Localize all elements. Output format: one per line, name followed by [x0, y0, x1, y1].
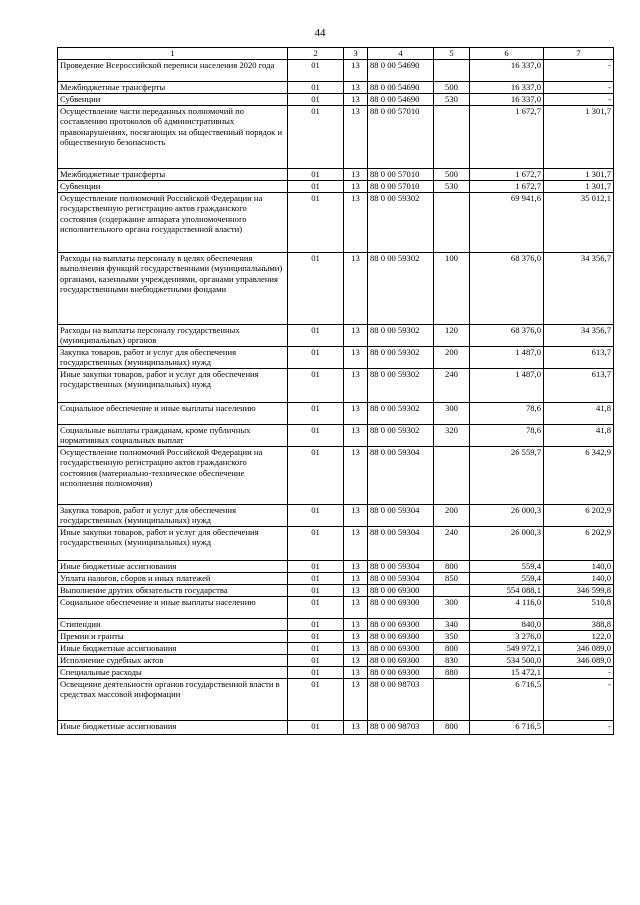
row-expense-type: 300 [434, 402, 470, 424]
row-subsection: 13 [344, 630, 368, 642]
row-expense-type: 340 [434, 618, 470, 630]
row-target-code: 88 0 00 59304 [368, 560, 434, 572]
row-amount-col6: 16 337,0 [470, 59, 544, 81]
row-name: Закупка товаров, работ и услуг для обеспечения государственных (муниципальных) нужд [58, 346, 288, 368]
row-subsection: 13 [344, 720, 368, 734]
row-expense-type: 350 [434, 630, 470, 642]
row-amount-col7: 1 301,7 [544, 180, 614, 192]
row-section: 01 [288, 504, 344, 526]
row-subsection: 13 [344, 192, 368, 252]
table-row [58, 93, 614, 105]
table-row [58, 666, 614, 678]
row-expense-type [434, 192, 470, 252]
row-amount-col6: 78,6 [470, 424, 544, 446]
row-amount-col6: 26 000,3 [470, 526, 544, 560]
row-expense-type: 500 [434, 81, 470, 93]
row-section: 01 [288, 192, 344, 252]
row-section: 01 [288, 654, 344, 666]
row-amount-col7: 41,8 [544, 402, 614, 424]
row-expense-type: 830 [434, 654, 470, 666]
row-amount-col6: 26 000,3 [470, 504, 544, 526]
row-subsection: 13 [344, 93, 368, 105]
row-subsection: 13 [344, 446, 368, 504]
table-row [58, 654, 614, 666]
row-target-code: 88 0 00 59302 [368, 192, 434, 252]
row-target-code: 88 0 00 59304 [368, 526, 434, 560]
row-amount-col7: - [544, 81, 614, 93]
row-amount-col6: 1 672,7 [470, 168, 544, 180]
row-name: Расходы на выплаты персоналу в целях обеспечения выполнения функций государственными (муниципальными) органами, казенными учреждениями, органами управления государственными внебюджетными фондами [58, 252, 288, 324]
row-amount-col6: 1 672,7 [470, 180, 544, 192]
row-section: 01 [288, 93, 344, 105]
row-target-code: 88 0 00 69300 [368, 584, 434, 596]
row-target-code: 88 0 00 69300 [368, 654, 434, 666]
row-name: Иные закупки товаров, работ и услуг для обеспечения государственных (муниципальных) нужд [58, 526, 288, 560]
row-subsection: 13 [344, 584, 368, 596]
table-row [58, 368, 614, 402]
row-expense-type: 100 [434, 252, 470, 324]
row-subsection: 13 [344, 596, 368, 618]
row-section: 01 [288, 642, 344, 654]
row-expense-type: 120 [434, 324, 470, 346]
row-target-code: 88 0 00 69300 [368, 642, 434, 654]
table-row [58, 105, 614, 168]
row-target-code: 88 0 00 57010 [368, 105, 434, 168]
column-header-7: 7 [544, 48, 614, 60]
row-name: Уплата налогов, сборов и иных платежей [58, 572, 288, 584]
table-row [58, 584, 614, 596]
row-expense-type [434, 446, 470, 504]
row-name: Освещение деятельности органов государственной власти в средствах массовой информации [58, 678, 288, 720]
row-section: 01 [288, 424, 344, 446]
header-row [58, 48, 614, 60]
row-expense-type: 300 [434, 596, 470, 618]
row-subsection: 13 [344, 346, 368, 368]
row-amount-col6: 1 487,0 [470, 368, 544, 402]
table-row [58, 720, 614, 734]
row-section: 01 [288, 368, 344, 402]
row-target-code: 88 0 00 59302 [368, 368, 434, 402]
table-row [58, 168, 614, 180]
row-name: Осуществление полномочий Российской Федерации на государственную регистрацию актов гражданского состояния (содержание аппарата уполномоченного исполнительного органа государственной власти) [58, 192, 288, 252]
row-amount-col6: 16 337,0 [470, 93, 544, 105]
row-expense-type [434, 59, 470, 81]
row-name: Проведение Всероссийской переписи населения 2020 года [58, 59, 288, 81]
row-expense-type: 850 [434, 572, 470, 584]
row-section: 01 [288, 346, 344, 368]
row-target-code: 88 0 00 69300 [368, 630, 434, 642]
table-row [58, 402, 614, 424]
row-subsection: 13 [344, 180, 368, 192]
row-section: 01 [288, 618, 344, 630]
row-target-code: 88 0 00 59304 [368, 504, 434, 526]
row-target-code: 88 0 00 54690 [368, 59, 434, 81]
row-section: 01 [288, 324, 344, 346]
row-target-code: 88 0 00 98703 [368, 678, 434, 720]
table-row [58, 252, 614, 324]
row-amount-col7: 346 599,8 [544, 584, 614, 596]
row-name: Осуществление части переданных полномочий по составлению протоколов об административных правонарушениях, посягающих на общественный порядок и общественную безопасность [58, 105, 288, 168]
table-row [58, 424, 614, 446]
budget-table [57, 47, 614, 735]
page-number: 44 [314, 27, 326, 39]
row-name: Специальные расходы [58, 666, 288, 678]
row-name: Межбюджетные трансферты [58, 168, 288, 180]
row-amount-col6: 6 716,5 [470, 678, 544, 720]
row-amount-col6: 4 116,0 [470, 596, 544, 618]
row-subsection: 13 [344, 560, 368, 572]
row-subsection: 13 [344, 81, 368, 93]
row-amount-col7: 613,7 [544, 368, 614, 402]
row-amount-col6: 3 276,0 [470, 630, 544, 642]
row-amount-col7: 122,0 [544, 630, 614, 642]
row-amount-col7: 1 301,7 [544, 168, 614, 180]
row-amount-col7: 6 202,9 [544, 504, 614, 526]
row-subsection: 13 [344, 618, 368, 630]
row-target-code: 88 0 00 59302 [368, 402, 434, 424]
row-amount-col6: 26 559,7 [470, 446, 544, 504]
row-amount-col7: 41,8 [544, 424, 614, 446]
row-section: 01 [288, 720, 344, 734]
row-section: 01 [288, 560, 344, 572]
row-expense-type: 500 [434, 168, 470, 180]
row-amount-col7: 510,8 [544, 596, 614, 618]
row-section: 01 [288, 446, 344, 504]
row-target-code: 88 0 00 59302 [368, 424, 434, 446]
row-expense-type: 240 [434, 526, 470, 560]
table-row [58, 560, 614, 572]
row-target-code: 88 0 00 57010 [368, 168, 434, 180]
row-section: 01 [288, 59, 344, 81]
row-target-code: 88 0 00 59302 [368, 324, 434, 346]
row-target-code: 88 0 00 57010 [368, 180, 434, 192]
column-header-1: 1 [58, 48, 288, 60]
table-row [58, 346, 614, 368]
row-subsection: 13 [344, 105, 368, 168]
row-amount-col6: 549 972,1 [470, 642, 544, 654]
table-row [58, 526, 614, 560]
row-subsection: 13 [344, 368, 368, 402]
row-section: 01 [288, 596, 344, 618]
row-name: Социальное обеспечение и иные выплаты населению [58, 596, 288, 618]
row-amount-col6: 1 487,0 [470, 346, 544, 368]
row-section: 01 [288, 81, 344, 93]
row-amount-col6: 840,0 [470, 618, 544, 630]
row-amount-col7: 140,0 [544, 572, 614, 584]
row-amount-col7: - [544, 93, 614, 105]
row-subsection: 13 [344, 666, 368, 678]
row-section: 01 [288, 572, 344, 584]
table-row [58, 324, 614, 346]
row-expense-type: 800 [434, 560, 470, 572]
row-name: Стипендии [58, 618, 288, 630]
row-name: Иные бюджетные ассигнования [58, 720, 288, 734]
row-section: 01 [288, 630, 344, 642]
row-target-code: 88 0 00 59302 [368, 252, 434, 324]
table-row [58, 630, 614, 642]
row-target-code: 88 0 00 54690 [368, 81, 434, 93]
row-expense-type: 530 [434, 180, 470, 192]
row-name: Субвенции [58, 93, 288, 105]
row-target-code: 88 0 00 69300 [368, 596, 434, 618]
row-amount-col6: 534 500,0 [470, 654, 544, 666]
table-row [58, 180, 614, 192]
row-name: Осуществление полномочий Российской Федерации на государственную регистрацию актов гражданского состояния (материально-техническое обеспечение исполнения полномочия) [58, 446, 288, 504]
row-name: Расходы на выплаты персоналу государственных (муниципальных) органов [58, 324, 288, 346]
table-row [58, 678, 614, 720]
row-amount-col6: 554 088,1 [470, 584, 544, 596]
row-section: 01 [288, 526, 344, 560]
row-section: 01 [288, 666, 344, 678]
row-name: Выполнение других обязательств государства [58, 584, 288, 596]
row-target-code: 88 0 00 69300 [368, 666, 434, 678]
row-subsection: 13 [344, 504, 368, 526]
row-subsection: 13 [344, 526, 368, 560]
row-subsection: 13 [344, 402, 368, 424]
row-amount-col6: 68 376,0 [470, 324, 544, 346]
row-amount-col6: 6 716,5 [470, 720, 544, 734]
row-expense-type [434, 105, 470, 168]
table-row [58, 618, 614, 630]
row-amount-col7: 1 301,7 [544, 105, 614, 168]
row-amount-col6: 16 337,0 [470, 81, 544, 93]
row-name: Исполнение судебных актов [58, 654, 288, 666]
table-row [58, 81, 614, 93]
row-amount-col7: - [544, 59, 614, 81]
table-row [58, 596, 614, 618]
row-amount-col7: 6 342,9 [544, 446, 614, 504]
column-header-5: 5 [434, 48, 470, 60]
table-row [58, 642, 614, 654]
row-section: 01 [288, 105, 344, 168]
row-name: Закупка товаров, работ и услуг для обеспечения государственных (муниципальных) нужд [58, 504, 288, 526]
row-target-code: 88 0 00 59304 [368, 572, 434, 584]
row-section: 01 [288, 252, 344, 324]
row-subsection: 13 [344, 324, 368, 346]
row-amount-col7: 34 356,7 [544, 252, 614, 324]
row-expense-type: 530 [434, 93, 470, 105]
row-name: Социальные выплаты гражданам, кроме публичных нормативных социальных выплат [58, 424, 288, 446]
row-subsection: 13 [344, 252, 368, 324]
row-amount-col7: 140,0 [544, 560, 614, 572]
row-subsection: 13 [344, 572, 368, 584]
row-section: 01 [288, 168, 344, 180]
row-name: Иные бюджетные ассигнования [58, 560, 288, 572]
row-target-code: 88 0 00 69300 [368, 618, 434, 630]
row-amount-col7: - [544, 678, 614, 720]
row-expense-type: 800 [434, 720, 470, 734]
row-amount-col7: 35 012,1 [544, 192, 614, 252]
row-amount-col7: 388,8 [544, 618, 614, 630]
row-expense-type: 880 [434, 666, 470, 678]
row-expense-type: 320 [434, 424, 470, 446]
column-header-2: 2 [288, 48, 344, 60]
row-name: Субвенции [58, 180, 288, 192]
row-expense-type [434, 678, 470, 720]
row-name: Межбюджетные трансферты [58, 81, 288, 93]
row-target-code: 88 0 00 59302 [368, 346, 434, 368]
row-subsection: 13 [344, 654, 368, 666]
row-section: 01 [288, 584, 344, 596]
row-section: 01 [288, 402, 344, 424]
column-header-6: 6 [470, 48, 544, 60]
row-amount-col7: 34 356,7 [544, 324, 614, 346]
table-row [58, 59, 614, 81]
row-expense-type: 200 [434, 346, 470, 368]
row-amount-col6: 15 472,1 [470, 666, 544, 678]
row-subsection: 13 [344, 642, 368, 654]
row-expense-type: 800 [434, 642, 470, 654]
row-section: 01 [288, 180, 344, 192]
table-row [58, 572, 614, 584]
row-name: Премии и гранты [58, 630, 288, 642]
row-section: 01 [288, 678, 344, 720]
row-subsection: 13 [344, 59, 368, 81]
table-row [58, 504, 614, 526]
row-amount-col7: - [544, 666, 614, 678]
row-amount-col7: 613,7 [544, 346, 614, 368]
row-amount-col7: 346 089,0 [544, 654, 614, 666]
row-subsection: 13 [344, 678, 368, 720]
row-target-code: 88 0 00 59304 [368, 446, 434, 504]
row-name: Социальное обеспечение и иные выплаты населению [58, 402, 288, 424]
row-amount-col6: 78,6 [470, 402, 544, 424]
row-amount-col6: 559,4 [470, 560, 544, 572]
row-amount-col6: 559,4 [470, 572, 544, 584]
row-amount-col7: 346 089,0 [544, 642, 614, 654]
row-expense-type [434, 584, 470, 596]
row-target-code: 88 0 00 98703 [368, 720, 434, 734]
row-target-code: 88 0 00 54690 [368, 93, 434, 105]
column-header-3: 3 [344, 48, 368, 60]
row-amount-col7: - [544, 720, 614, 734]
row-subsection: 13 [344, 168, 368, 180]
row-expense-type: 200 [434, 504, 470, 526]
table-row [58, 192, 614, 252]
table-body [58, 59, 614, 734]
row-name: Иные бюджетные ассигнования [58, 642, 288, 654]
row-amount-col7: 6 202,9 [544, 526, 614, 560]
row-amount-col6: 69 941,6 [470, 192, 544, 252]
row-amount-col6: 68 376,0 [470, 252, 544, 324]
row-amount-col6: 1 672,7 [470, 105, 544, 168]
row-expense-type: 240 [434, 368, 470, 402]
row-name: Иные закупки товаров, работ и услуг для обеспечения государственных (муниципальных) нужд [58, 368, 288, 402]
table-row [58, 446, 614, 504]
row-subsection: 13 [344, 424, 368, 446]
column-header-4: 4 [368, 48, 434, 60]
